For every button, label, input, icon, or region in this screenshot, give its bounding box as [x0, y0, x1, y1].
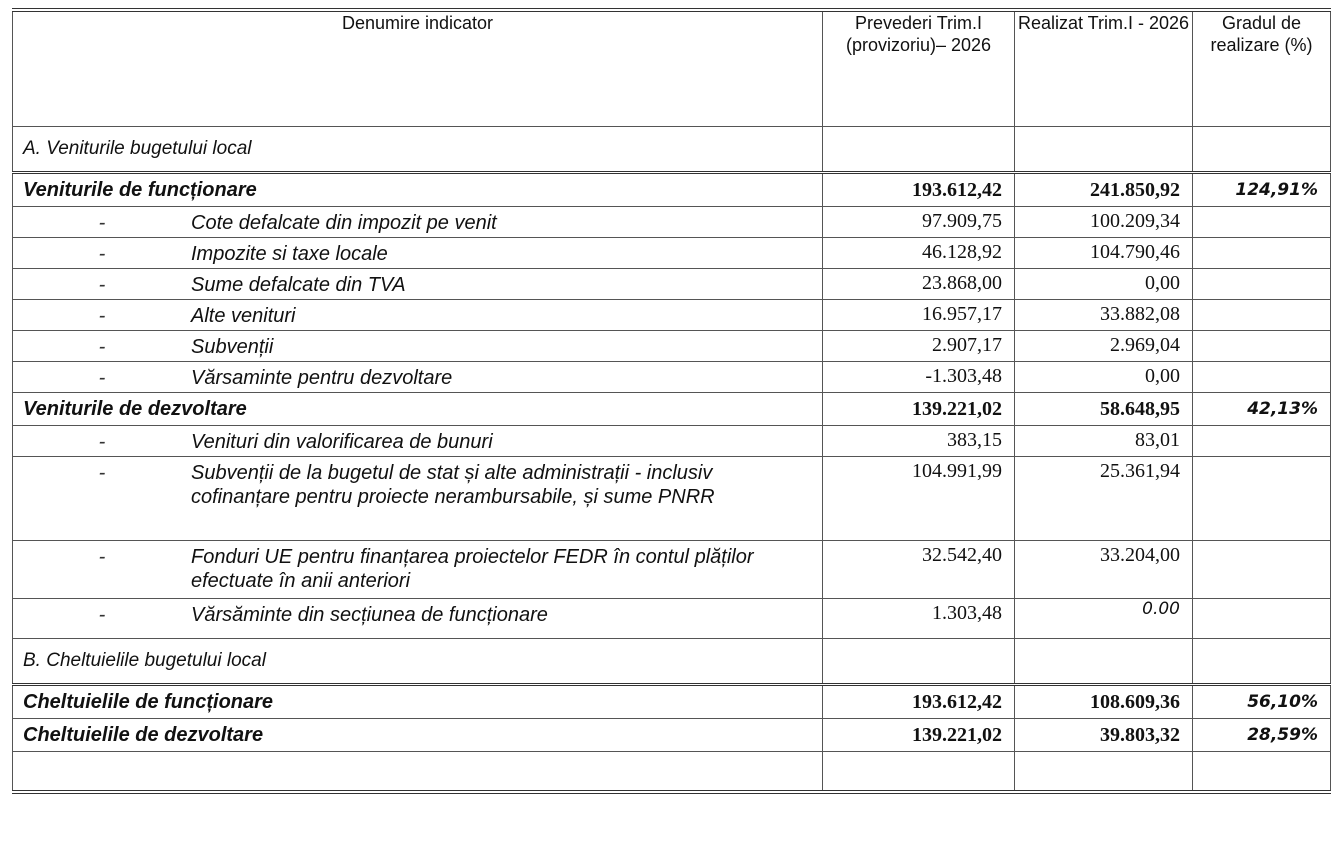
empty-cell — [1193, 300, 1331, 331]
empty-cell — [1015, 752, 1193, 793]
cheltuieli-functionare-gradul: 56,10% — [1193, 685, 1331, 719]
venituri-functionare-gradul: 124,91% — [1193, 173, 1331, 207]
item-realizat: 0,00 — [1015, 362, 1193, 393]
section-b-row — [13, 639, 1331, 685]
item-prevederi: 32.542,40 — [823, 541, 1015, 599]
item-label: Sume defalcate din TVA — [191, 274, 406, 296]
empty-cell — [1193, 207, 1331, 238]
table-row — [13, 238, 1331, 269]
empty-cell — [1193, 541, 1331, 599]
table-row — [13, 541, 1331, 599]
item-prevederi: 16.957,17 — [823, 300, 1015, 331]
empty-cell — [1193, 426, 1331, 457]
item-label: Vărsăminte din secțiunea de funcționare — [191, 604, 548, 626]
section-a-row — [13, 127, 1331, 173]
empty-cell — [1193, 362, 1331, 393]
cheltuieli-dezvoltare-gradul: 28,59% — [1193, 719, 1331, 752]
list-dash: - — [98, 243, 106, 265]
venituri-functionare-prevederi: 193.612,42 — [823, 173, 1015, 207]
empty-cell — [1193, 639, 1331, 685]
cheltuieli-functionare-label: Cheltuielile de funcționare — [13, 685, 823, 719]
cheltuieli-dezvoltare-prevederi: 139.221,02 — [823, 719, 1015, 752]
venituri-functionare-realizat: 241.850,92 — [1015, 173, 1193, 207]
empty-cell — [1193, 331, 1331, 362]
header-row — [13, 10, 1331, 127]
item-label: Impozite si taxe locale — [191, 243, 388, 265]
item-realizat: 25.361,94 — [1015, 457, 1193, 541]
item-prevederi: 46.128,92 — [823, 238, 1015, 269]
empty-cell — [823, 752, 1015, 793]
venituri-dezvoltare-row — [13, 393, 1331, 426]
list-dash: - — [98, 604, 106, 626]
venituri-dezvoltare-label: Veniturile de dezvoltare — [13, 393, 823, 426]
item-prevederi: 97.909,75 — [823, 207, 1015, 238]
venituri-dezvoltare-gradul: 42,13% — [1193, 393, 1331, 426]
table-row — [13, 269, 1331, 300]
list-dash: - — [98, 462, 106, 484]
item-realizat: 33.204,00 — [1015, 541, 1193, 599]
item-prevederi: 2.907,17 — [823, 331, 1015, 362]
item-label: Alte venituri — [191, 305, 296, 327]
empty-cell — [1015, 639, 1193, 685]
item-prevederi: 383,15 — [823, 426, 1015, 457]
item-realizat: 2.969,04 — [1015, 331, 1193, 362]
item-prevederi: 1.303,48 — [823, 599, 1015, 639]
item-realizat: 100.209,34 — [1015, 207, 1193, 238]
item-prevederi: 23.868,00 — [823, 269, 1015, 300]
table-row — [13, 599, 1331, 639]
empty-cell — [1193, 238, 1331, 269]
header-denumire-indicator: Denumire indicator — [13, 10, 823, 127]
table-row — [13, 300, 1331, 331]
item-realizat: 0,00 — [1015, 269, 1193, 300]
empty-cell — [1193, 127, 1331, 173]
item-label: Venituri din valorificarea de bunuri — [191, 431, 493, 453]
table-row — [13, 752, 1331, 793]
item-label: Subvenții de la bugetul de stat și alte administrații - inclusiv cofinanțare pentru proiecte nerambursabile, și sume PNRR — [191, 462, 715, 508]
item-label: Cote defalcate din impozit pe venit — [191, 212, 497, 234]
venituri-functionare-row — [13, 173, 1331, 207]
cheltuieli-functionare-realizat: 108.609,36 — [1015, 685, 1193, 719]
venituri-dezvoltare-realizat: 58.648,95 — [1015, 393, 1193, 426]
budget-execution-table — [12, 8, 1331, 794]
list-dash: - — [98, 546, 106, 568]
header-realizat: Realizat Trim.I - 2026 — [1015, 10, 1193, 127]
item-label: Subvenții — [191, 336, 274, 358]
table-row — [13, 426, 1331, 457]
empty-cell — [823, 127, 1015, 173]
list-dash: - — [98, 367, 106, 389]
section-a-label: A. Veniturile bugetului local — [13, 127, 823, 173]
item-realizat: 0.00 — [1015, 599, 1193, 639]
table-row — [13, 207, 1331, 238]
table-row — [13, 457, 1331, 541]
empty-cell — [1193, 599, 1331, 639]
item-label: Vărsaminte pentru dezvoltare — [191, 367, 453, 389]
empty-cell — [13, 752, 823, 793]
empty-cell — [823, 639, 1015, 685]
item-realizat: 33.882,08 — [1015, 300, 1193, 331]
list-dash: - — [98, 212, 106, 234]
cheltuieli-dezvoltare-label: Cheltuielile de dezvoltare — [13, 719, 823, 752]
empty-cell — [1193, 752, 1331, 793]
header-gradul-realizare: Gradul de realizare (%) — [1193, 10, 1331, 127]
list-dash: - — [98, 431, 106, 453]
table-row — [13, 362, 1331, 393]
list-dash: - — [98, 305, 106, 327]
empty-cell — [1193, 269, 1331, 300]
item-realizat: 104.790,46 — [1015, 238, 1193, 269]
header-prevederi: Prevederi Trim.I (provizoriu)– 2026 — [823, 10, 1015, 127]
item-realizat: 83,01 — [1015, 426, 1193, 457]
cheltuieli-dezvoltare-row — [13, 719, 1331, 752]
venituri-functionare-label: Veniturile de funcționare — [13, 173, 823, 207]
item-prevederi: 104.991,99 — [823, 457, 1015, 541]
cheltuieli-dezvoltare-realizat: 39.803,32 — [1015, 719, 1193, 752]
section-b-label: B. Cheltuielile bugetului local — [13, 639, 823, 685]
empty-cell — [1193, 457, 1331, 541]
list-dash: - — [98, 336, 106, 358]
table-row — [13, 331, 1331, 362]
cheltuieli-functionare-row — [13, 685, 1331, 719]
item-label: Fonduri UE pentru finanțarea proiectelor FEDR în contul plăților efectuate în anii anteriori — [191, 546, 754, 592]
venituri-dezvoltare-prevederi: 139.221,02 — [823, 393, 1015, 426]
cheltuieli-functionare-prevederi: 193.612,42 — [823, 685, 1015, 719]
empty-cell — [1015, 127, 1193, 173]
item-prevederi: -1.303,48 — [823, 362, 1015, 393]
list-dash: - — [98, 274, 106, 296]
